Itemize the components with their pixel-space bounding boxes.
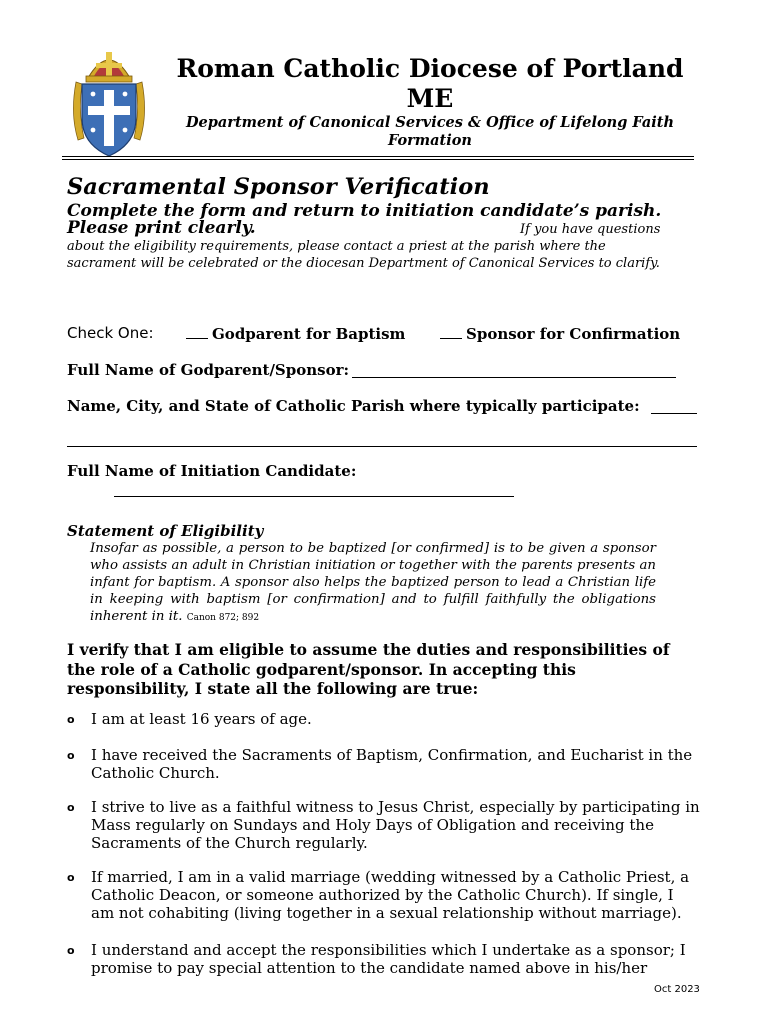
verify-statement: I verify that I am eligible to assume the duties and responsibilities of the role of a Catholic godparent/sponsor. In accepting this responsibility, I state all the following are true:: [67, 640, 670, 698]
list-item: If married, I am in a valid marriage (wedding witnessed by a Catholic Priest, a Catholic Deacon, or someone authorized by the Catholic Church). If single, I am not cohabiting (living together in a sexual relationship without marriage).: [91, 868, 690, 922]
candidate-name-label: Full Name of Initiation Candidate:: [67, 462, 357, 480]
questions-intro: If you have questions: [520, 222, 661, 237]
parish-field-end[interactable]: [651, 413, 697, 414]
sponsor-name-label: Full Name of Godparent/Sponsor:: [67, 361, 350, 379]
bullet-icon: o: [67, 871, 75, 884]
bullet-icon: o: [67, 801, 75, 814]
diocese-title-line1: Roman Catholic Diocese of Portland: [176, 54, 684, 83]
sponsor-name-field[interactable]: [352, 377, 676, 378]
bullet-icon: o: [67, 944, 75, 957]
list-item: I am at least 16 years of age.: [91, 710, 312, 728]
header-divider-top: [62, 156, 694, 157]
list-item: I understand and accept the responsibilities which I undertake as a sponsor; I promise to pay special attention to the candidate named above in his/her: [91, 941, 686, 977]
option-confirmation-label: Sponsor for Confirmation: [466, 325, 681, 343]
option-baptism-label: Godparent for Baptism: [212, 325, 406, 343]
statement-text: Insofar as possible, a person to be baptized [or confirmed] is to be given a sponsor who assists an adult in Christian initiation or together with the parents presents an infant for baptism. A sponsor also helps the baptized person to lead a Christian life in keeping with baptism [or confirmation] and to fulfill faithfully the obligations inherent in it.: [90, 541, 656, 624]
questions-text: about the eligibility requirements, please contact a priest at the parish where the sacrament will be celebrated or the diocesan Department of Canonical Services to clarify.: [67, 239, 660, 271]
baptism-checkbox-blank[interactable]: [186, 324, 208, 339]
diocese-seal-icon: [68, 44, 150, 160]
instruction-line1: Complete the form and return to initiation candidate’s parish.: [67, 201, 662, 221]
list-item: I strive to live as a faithful witness to Jesus Christ, especially by participating in Mass regularly on Sundays and Holy Days of Obligation and receiving the Sacraments of the Church regularly.: [91, 798, 700, 852]
bullet-icon: o: [67, 749, 75, 762]
check-one-label: Check One:: [67, 324, 154, 342]
bullet-icon: o: [67, 713, 75, 726]
parish-field[interactable]: [67, 446, 697, 447]
statement-heading: Statement of Eligibility: [67, 522, 264, 540]
department-name: [160, 114, 700, 150]
department-line2: Formation: [388, 132, 472, 149]
diocese-title-line2: ME: [406, 84, 454, 113]
option-sponsor-confirmation[interactable]: [440, 324, 680, 343]
department-line1: Department of Canonical Services & Office of Lifelong Faith: [185, 114, 675, 131]
footer-date: Oct 2023: [654, 984, 700, 995]
instruction-line2: Please print clearly.: [67, 218, 256, 238]
confirmation-checkbox-blank[interactable]: [440, 324, 462, 339]
parish-label: Name, City, and State of Catholic Parish where typically participate:: [67, 397, 640, 415]
header-divider-bottom: [62, 159, 694, 160]
candidate-name-field[interactable]: [114, 496, 514, 497]
diocese-title: [160, 54, 700, 114]
canon-citation: Canon 872; 892: [186, 613, 260, 623]
option-godparent-baptism[interactable]: [186, 324, 405, 343]
form-title: Sacramental Sponsor Verification: [67, 174, 490, 200]
list-item: I have received the Sacraments of Baptism, Confirmation, and Eucharist in the Catholic Church.: [91, 746, 693, 782]
statement-body: [90, 540, 656, 627]
